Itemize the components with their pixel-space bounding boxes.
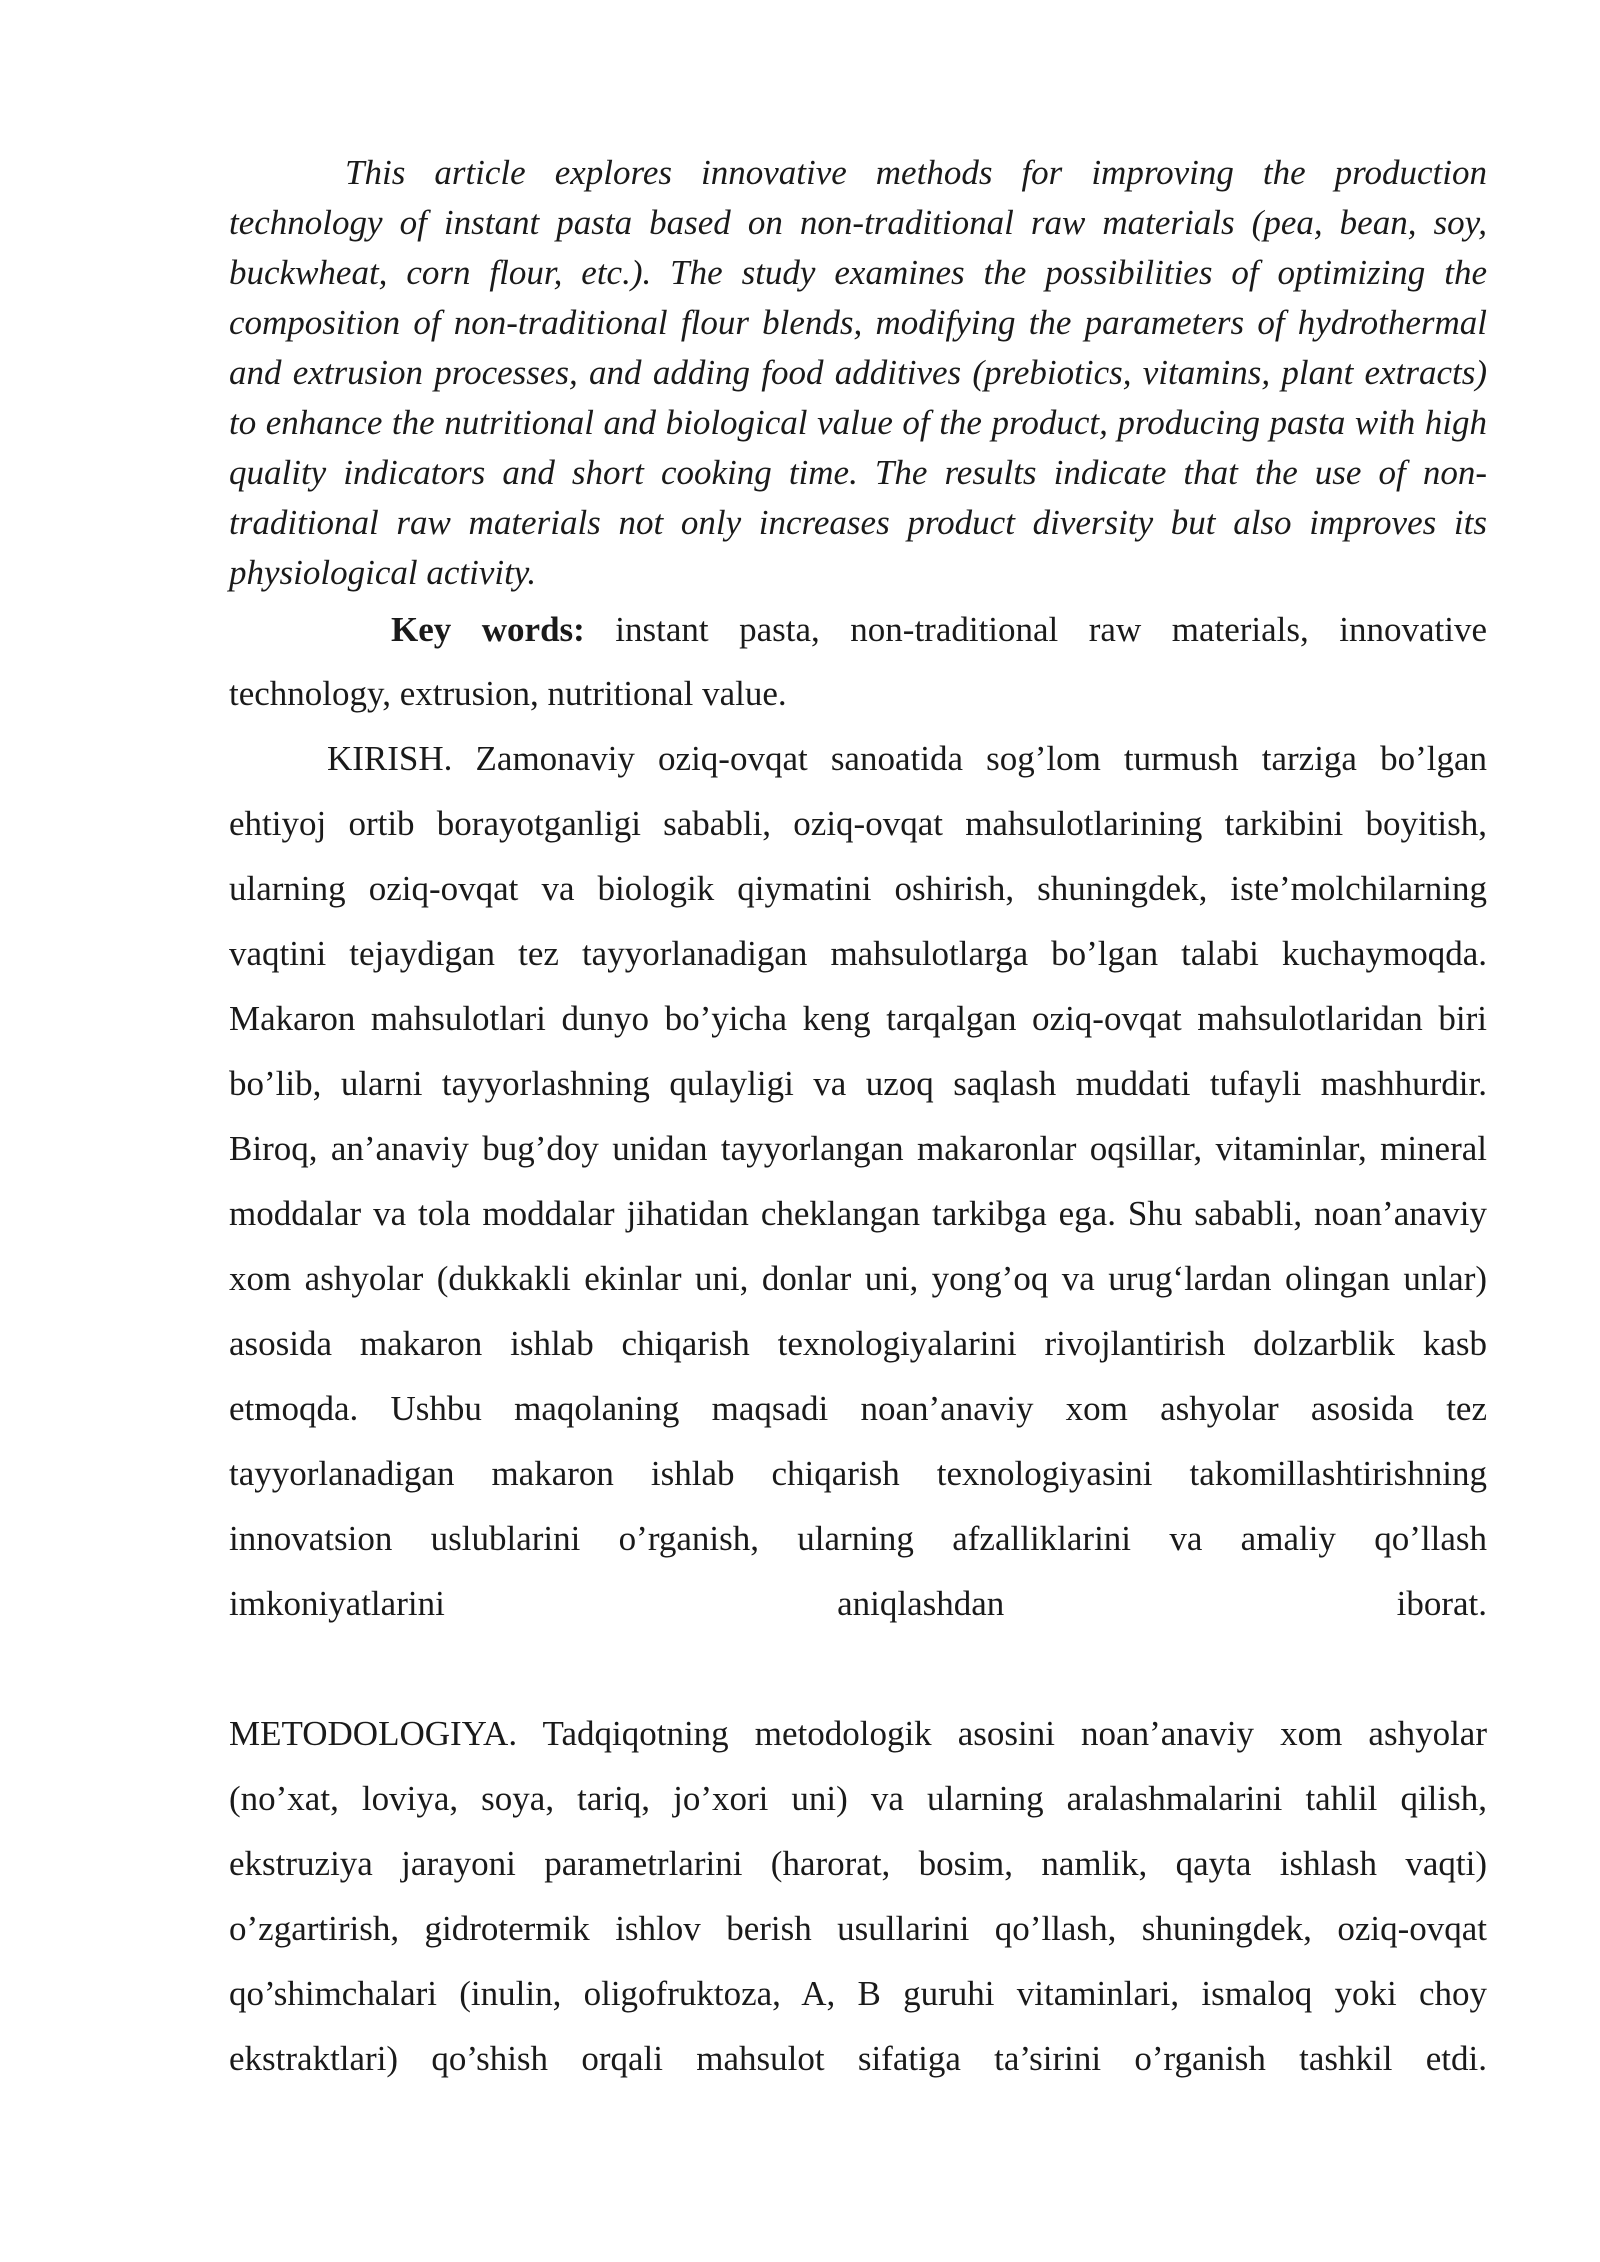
introduction-paragraph: KIRISH. Zamonaviy oziq-ovqat sanoatida sog’lom turmush tarziga bo’lgan ehtiyoj ortib borayotganligi sababli, oziq-ovqat mahsulotlarining tarkibini boyitish, ularning oziq-ovqat va biologik qiymatini oshirish, shuningdek, iste’molchilarning vaqtini tejaydigan tez tayyorlanadigan mahsulotlarga bo’lgan talabi kuchaymoqda. Makaron mahsulotlari dunyo bo’yicha keng tarqalgan oziq-ovqat mahsulotlaridan biri bo’lib, ularni tayyorlashning qulayligi va uzoq saqlash muddati tufayli mashhurdir. Biroq, an’anaviy bug’doy unidan tayyorlangan makaronlar oqsillar, vitaminlar, mineral moddalar va tola moddalar jihatidan cheklangan tarkibga ega. Shu sababli, noan’anaviy xom ashyolar (dukkakli ekinlar uni, donlar uni, yong’oq va urug‘lardan olingan unlar) asosida makaron ishlab chiqarish texnologiyalarini rivojlantirish dolzarblik kasb etmoqda. Ushbu maqolaning maqsadi noan’anaviy xom ashyolar asosida tez tayyorlanadigan makaron ishlab chiqarish texnologiyasini takomillashtirishning innovatsion uslublarini o’rganish, ularning afzalliklarini va amaliy qo’llash imkoniyatlarini aniqlashdan iborat. <box>229 739 1487 1623</box>
methodology-paragraph: METODOLOGIYA. Tadqiqotning metodologik asosini noan’anaviy xom ashyolar (no’xat, loviya, soya, tariq, jo’xori uni) va ularning aralashmalarini tahlil qilish, ekstruziya jarayoni parametrlarini (harorat, bosim, namlik, qayta ishlash vaqti) o’zgartirish, gidrotermik ishlov berish usullarini qo’llash, shuningdek, oziq-ovqat qo’shimchalari (inulin, oligofruktoza, A, B guruhi vitaminlari, ismaloq yoki choy ekstraktlari) qo’shish orqali mahsulot sifatiga ta’sirini o’rganish tashkil etdi. <box>229 1714 1487 2078</box>
keywords-text: instant pasta, non-traditional raw materials, innovative technology, extrusion, nutritional value. <box>229 610 1487 713</box>
keywords-label: Key words: <box>391 610 585 649</box>
keywords-paragraph <box>229 598 1487 726</box>
page-content <box>229 148 1487 2091</box>
abstract-paragraph: This article explores innovative methods for improving the production technology of instant pasta based on non-traditional raw materials (pea, bean, soy, buckwheat, corn flour, etc.). The study examines the possibilities of optimizing the composition of non-traditional flour blends, modifying the parameters of hydrothermal and extrusion processes, and adding food additives (prebiotics, vitamins, plant extracts) to enhance the nutritional and biological value of the product, producing pasta with high quality indicators and short cooking time. The results indicate that the use of non-traditional raw materials not only increases product diversity but also improves its physiological activity. <box>229 153 1487 592</box>
